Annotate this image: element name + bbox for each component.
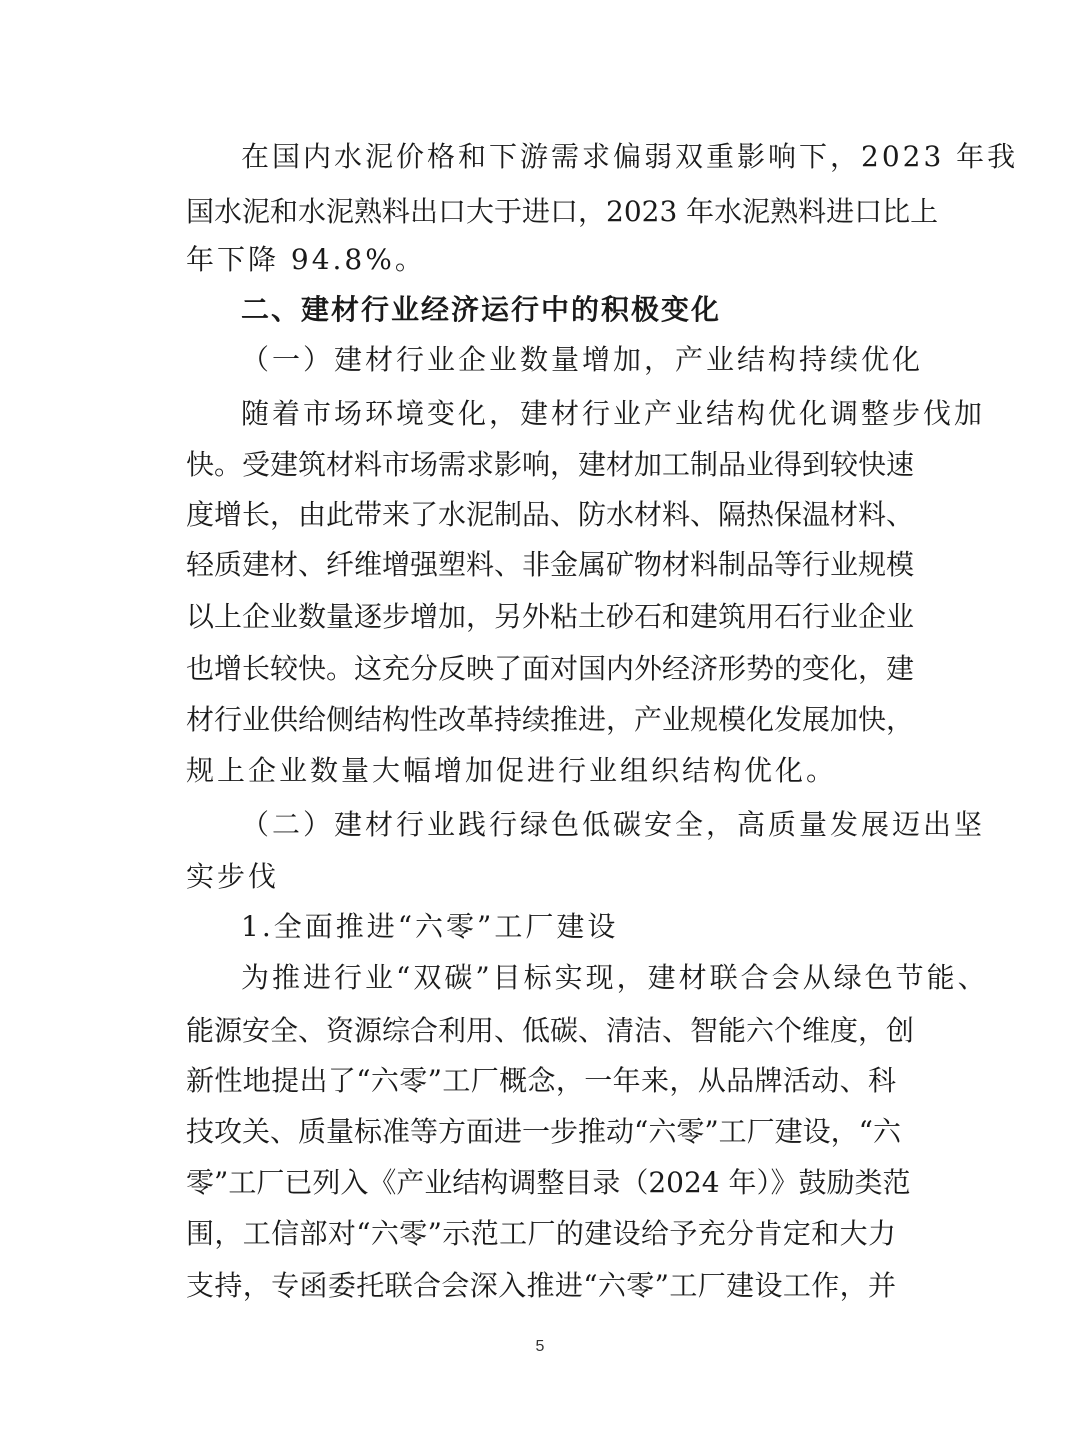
page-number: 5 xyxy=(535,1338,545,1355)
paragraph-line: 快。受建筑材料市场需求影响，建材加工制品业得到较快速 xyxy=(186,448,915,481)
item-heading: 1.全面推进“六零”工厂建设 xyxy=(241,910,619,943)
paragraph-line: 零”工厂已列入《产业结构调整目录（2024 年）》鼓励类范 xyxy=(186,1166,911,1199)
paragraph-line: 随着市场环境变化，建材行业产业结构优化调整步伐加 xyxy=(241,397,986,430)
paragraph-line: 新性地提出了“六零”工厂概念，一年来，从品牌活动、科 xyxy=(186,1064,896,1097)
section-heading: 二、建材行业经济运行中的积极变化 xyxy=(241,293,722,326)
paragraph-line: 轻质建材、纤维增强塑料、非金属矿物材料制品等行业规模 xyxy=(186,548,915,581)
paragraph-line: 年下降 94.8%。 xyxy=(186,243,426,276)
paragraph-line: 能源安全、资源综合利用、低碳、清洁、智能六个维度，创 xyxy=(186,1014,915,1047)
paragraph-line: 为推进行业“双碳”目标实现，建材联合会从绿色节能、 xyxy=(241,961,989,994)
paragraph-line: 材行业供给侧结构性改革持续推进，产业规模化发展加快， xyxy=(186,703,915,736)
paragraph-line: 围，工信部对“六零”示范工厂的建设给予充分肯定和大力 xyxy=(186,1217,896,1250)
paragraph-line: 国水泥和水泥熟料出口大于进口，2023 年水泥熟料进口比上 xyxy=(186,195,939,228)
paragraph-line: 也增长较快。这充分反映了面对国内外经济形势的变化，建 xyxy=(186,652,915,685)
paragraph-line: 在国内水泥价格和下游需求偏弱双重影响下，2023 年我 xyxy=(241,140,1019,173)
paragraph-line: 技攻关、质量标准等方面进一步推动“六零”工厂建设，“六 xyxy=(186,1115,901,1148)
subsection-heading: （一）建材行业企业数量增加，产业结构持续优化 xyxy=(241,343,924,376)
subsection-heading: 实步伐 xyxy=(186,860,280,893)
paragraph-line: 以上企业数量逐步增加，另外粘土砂石和建筑用石行业企业 xyxy=(186,600,915,633)
paragraph-line: 规上企业数量大幅增加促进行业组织结构优化。 xyxy=(186,754,838,787)
paragraph-line: 支持，专函委托联合会深入推进“六零”工厂建设工作，并 xyxy=(186,1269,896,1302)
subsection-heading: （二）建材行业践行绿色低碳安全，高质量发展迈出坚 xyxy=(241,808,986,841)
paragraph-line: 度增长，由此带来了水泥制品、防水材料、隔热保温材料、 xyxy=(186,498,915,531)
